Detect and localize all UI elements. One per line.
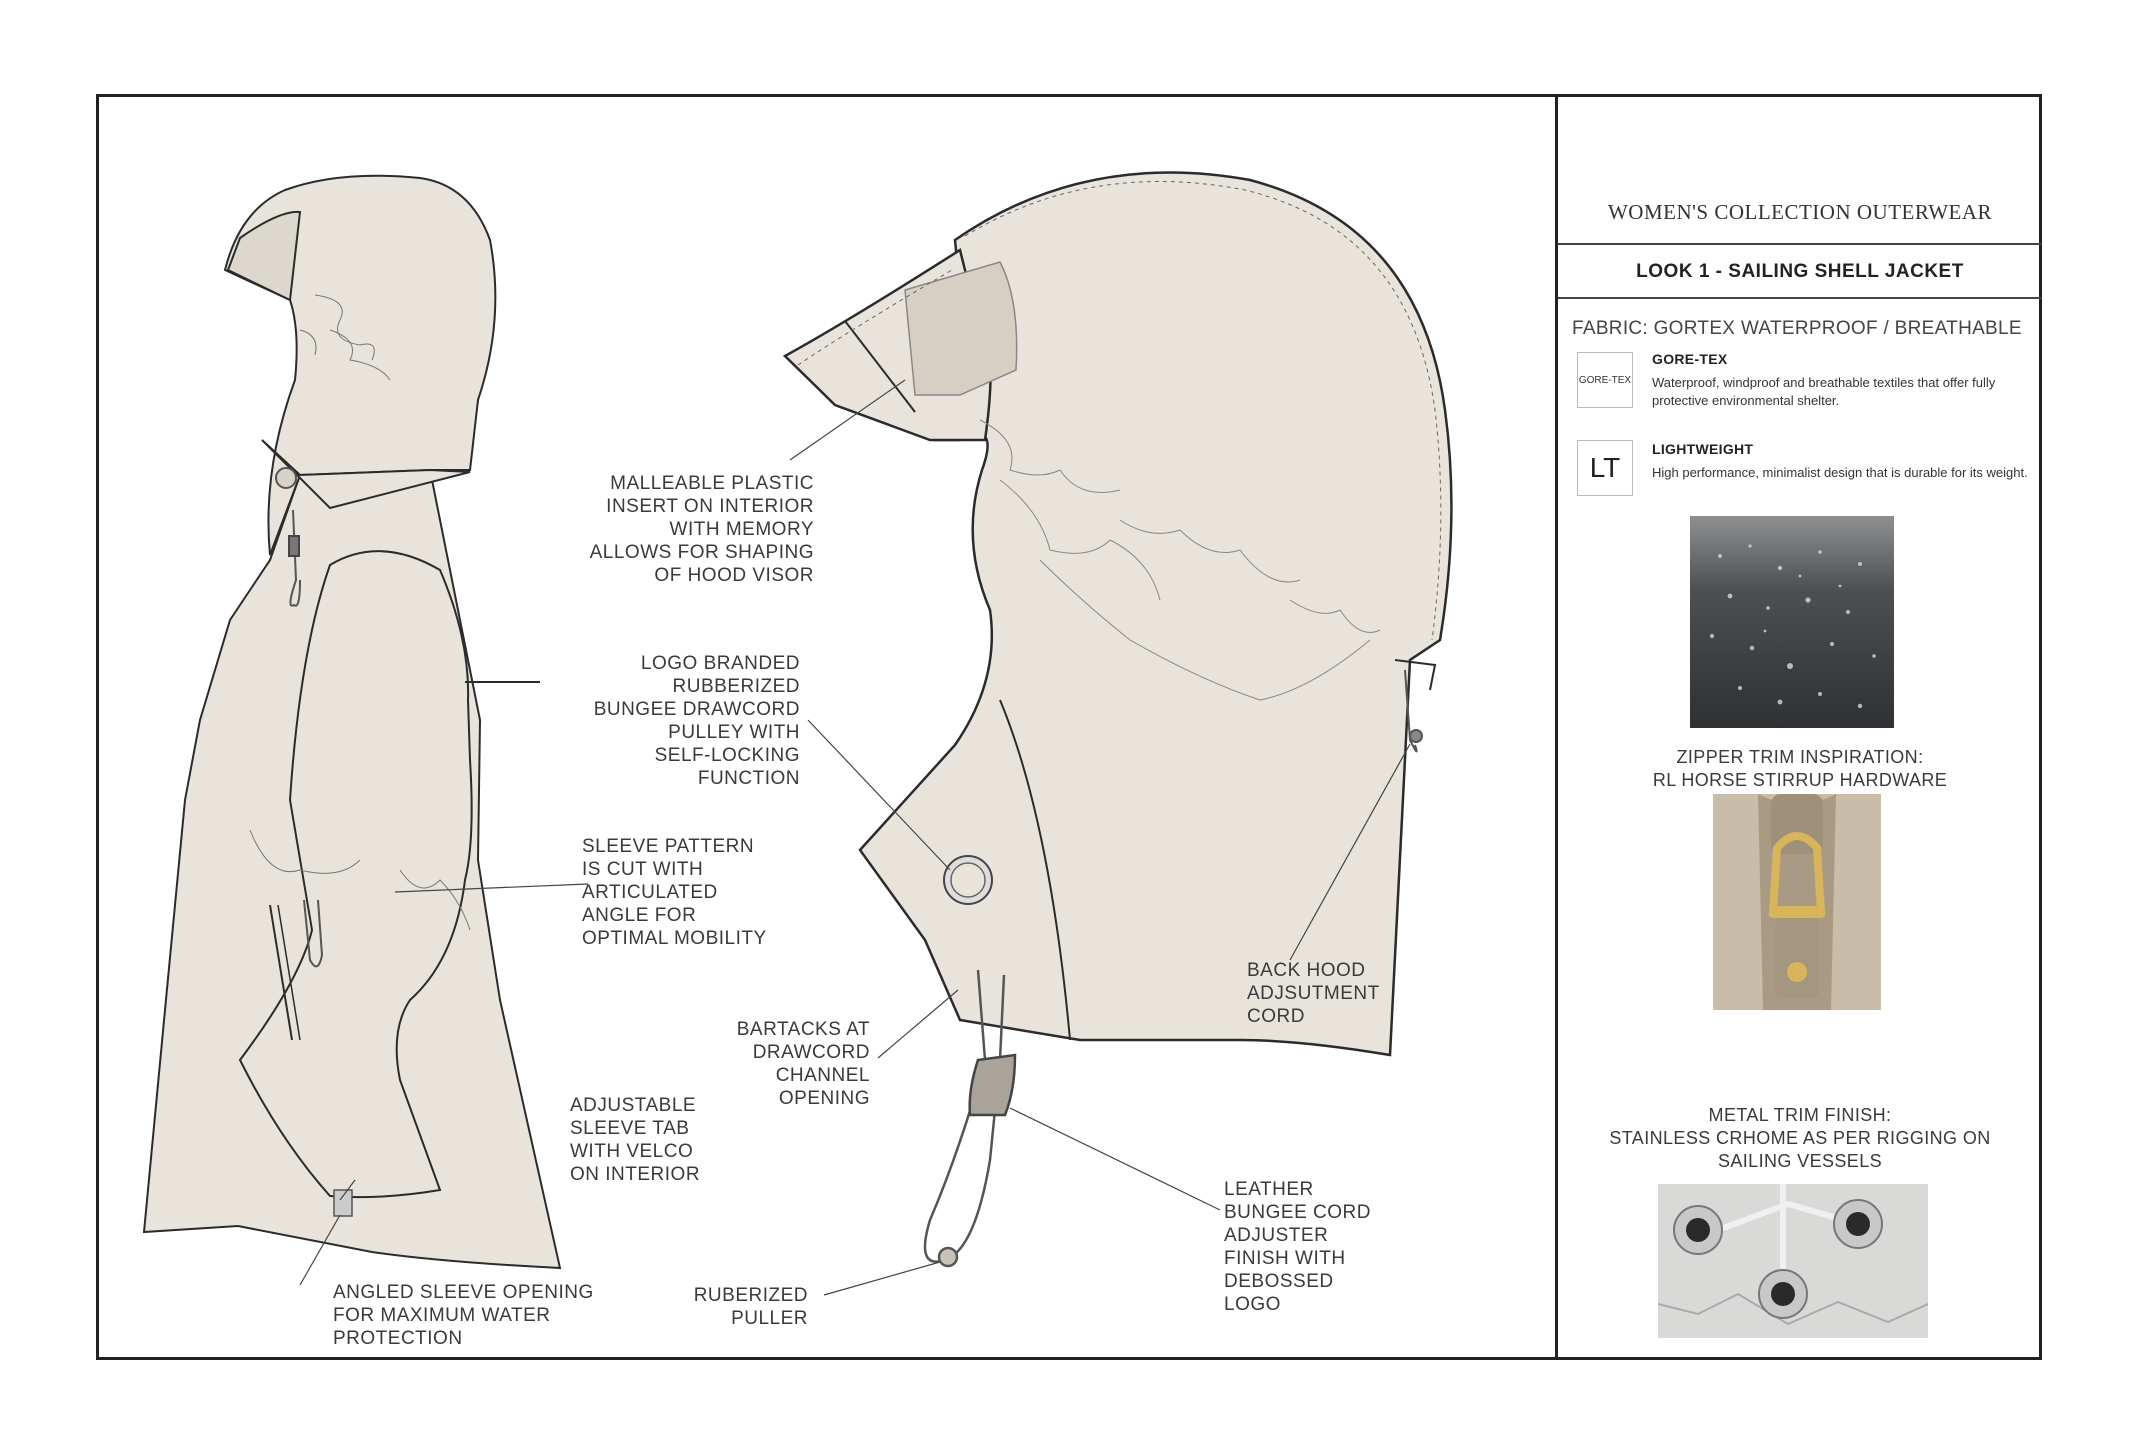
jacket-side-view [144,176,560,1268]
collection-title: WOMEN'S COLLECTION OUTERWEAR [1607,200,1993,224]
feature-desc-gore-tex: Waterproof, windproof and breathable textiles that offer fully protective environmental shelter. [1652,375,1996,408]
rubber-puller [939,1248,957,1266]
spec-sidebar [1555,94,2042,1360]
feature-title-gore-tex: GORE-TEX [1652,351,1728,367]
leather-adjuster [970,1055,1015,1115]
divider [1558,243,2042,245]
fabric-swatch-image [1690,516,1894,728]
callout-drawcord-pulley: LOGO BRANDED RUBBERIZED BUNGEE DRAWCORD PULLEY WITH SELF-LOCKING FUNCTION [593,653,800,789]
callout-rubber-puller: RUBERIZED PULLER [693,1285,808,1329]
callout-leather-adjuster: LEATHER BUNGEE CORD ADJUSTER FINISH WITH DEBOSSED LOGO [1224,1179,1371,1315]
look-title: LOOK 1 - SAILING SHELL JACKET [1636,261,1964,282]
hood-detail-view [785,173,1451,1056]
callout-bartacks: BARTACKS AT DRAWCORD CHANNEL OPENING [736,1019,870,1109]
side-visor [228,212,300,300]
zipper-trim-caption: ZIPPER TRIM INSPIRATION: RL HORSE STIRRUP HARDWARE [1652,747,1948,790]
zipper-trim-image [1713,794,1881,1010]
callout-sleeve-pattern: SLEEVE PATTERN IS CUT WITH ARTICULATED ANGLE FOR OPTIMAL MOBILITY [582,836,767,949]
gore-tex-logo-icon [1577,352,1633,408]
divider [1558,297,2042,299]
lt-logo-icon [1577,440,1633,496]
callout-sleeve-opening: ANGLED SLEEVE OPENING FOR MAXIMUM WATER PROTECTION [333,1282,594,1349]
callout-visor-insert: MALLEABLE PLASTIC INSERT ON INTERIOR WITH MEMORY ALLOWS FOR SHAPING OF HOOD VISOR [589,473,814,586]
metal-trim-caption: METAL TRIM FINISH: STAINLESS CRHOME AS PER RIGGING ON SAILING VESSELS [1609,1105,1991,1171]
gore-tex-logo-text: GORE-TEX [1578,374,1632,386]
lt-logo-text: LT [1589,452,1621,483]
feature-title-lightweight: LIGHTWEIGHT [1652,441,1754,457]
fabric-description: FABRIC: GORTEX WATERPROOF / BREATHABLE [1572,318,2022,339]
feature-desc-lightweight: High performance, minimalist design that is durable for its weight. [1652,465,2028,480]
callout-sleeve-tab: ADJUSTABLE SLEEVE TAB WITH VELCO ON INTERIOR [570,1095,701,1185]
callout-back-hood-cord: BACK HOOD ADJSUTMENT CORD [1247,960,1380,1027]
metal-trim-image [1658,1184,1928,1338]
